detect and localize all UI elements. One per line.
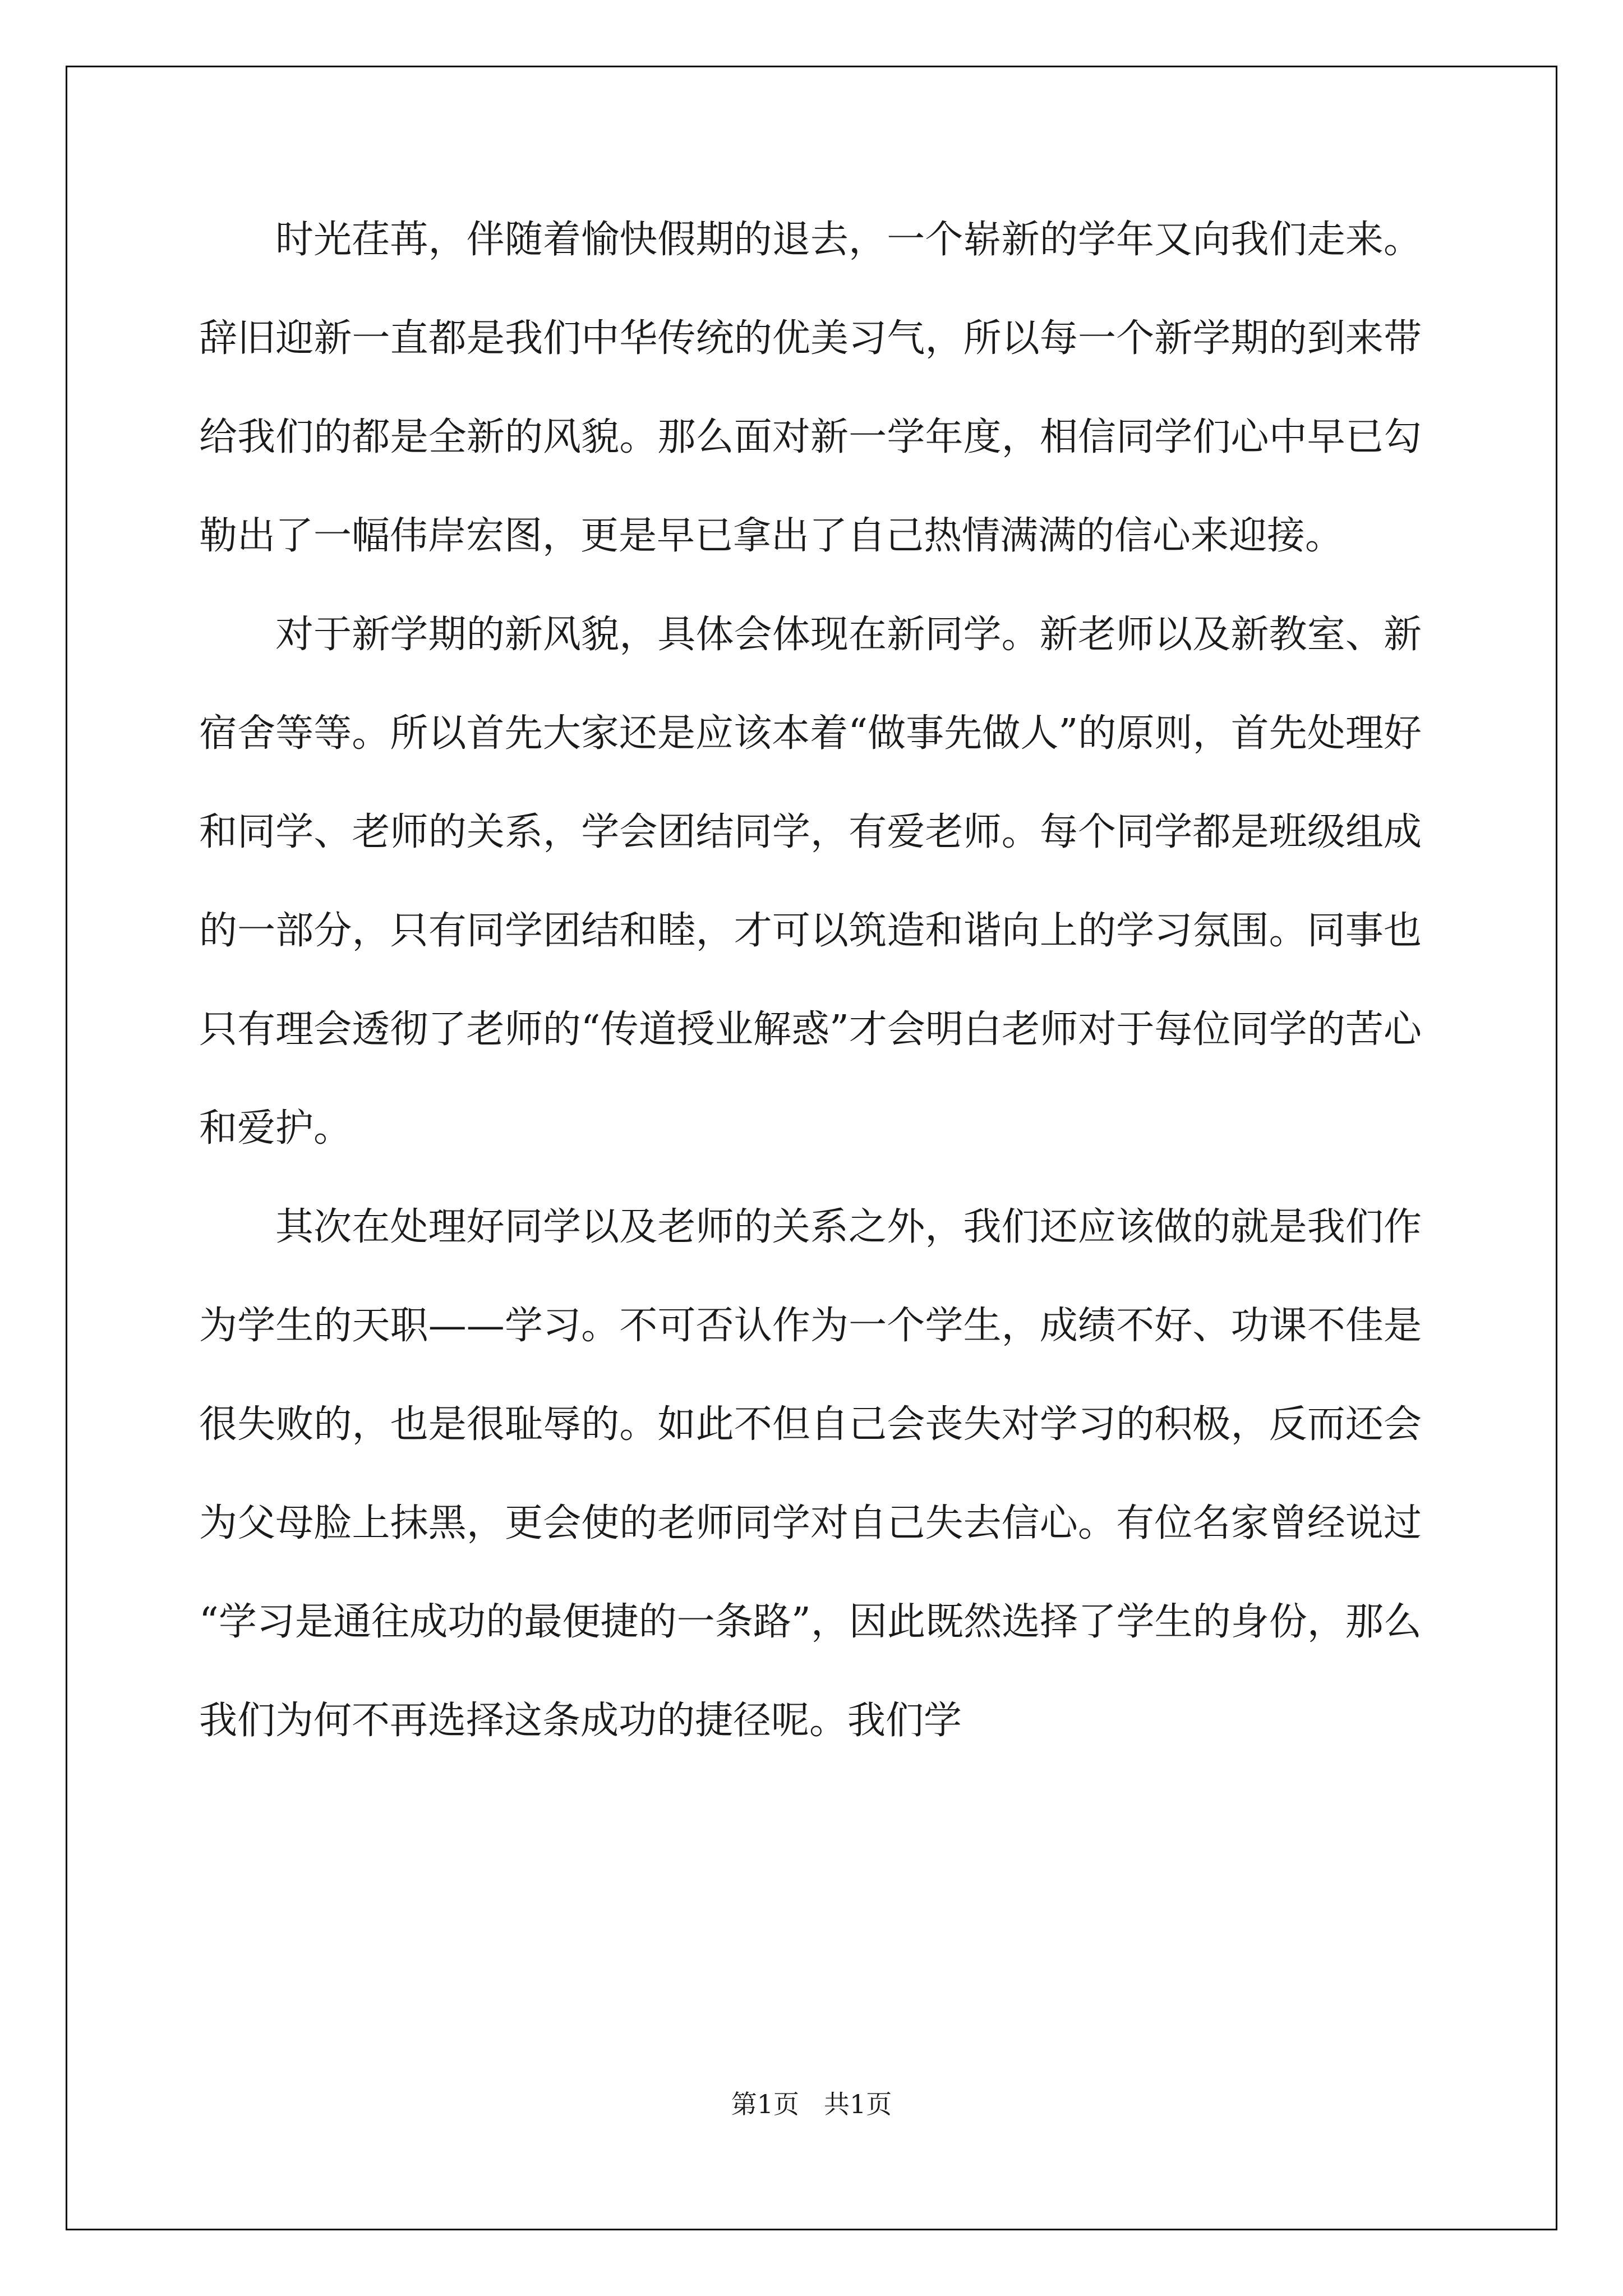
paragraph-3: 其次在处理好同学以及老师的关系之外，我们还应该做的就是我们作为学生的天职——学习。不可否认作为一个学生，成绩不好、功课不佳是很失败的，也是很耻辱的。如此不但自己会丧失对学习的积极，反而还会为父母脸上抹黑，更会使的老师同学对自己失去信心。有位名家曾经说过“学习是通往成功的最便捷的一条路”，因此既然选择了学生的身份，那么我们为何不再选择这条成功的捷径呢。我们学 bbox=[199, 1205, 1422, 1743]
paragraph-2: 对于新学期的新风貌，具体会体现在新同学。新老师以及新教室、新宿舍等等。所以首先大家还是应该本着“做事先做人”的原则，首先处理好和同学、老师的关系，学会团结同学，有爱老师。每个同学都是班级组成的一部分，只有同学团结和睦，才可以筑造和谐向上的学习氛围。同事也只有理会透彻了老师的“传道授业解惑”才会明白老师对于每位同学的苦心和爱护。 bbox=[199, 613, 1422, 1151]
page-footer bbox=[0, 2084, 1623, 2121]
paragraph-1: 时光荏苒，伴随着愉快假期的退去，一个崭新的学年又向我们走来。辞旧迎新一直都是我们中华传统的优美习气，所以每一个新学期的到来带给我们的都是全新的风貌。那么面对新一学年度，相信同学们心中早已勾勒出了一幅伟岸宏图，更是早已拿出了自己热情满满的信心来迎接。 bbox=[199, 218, 1422, 558]
page-number: 第1页 bbox=[731, 2089, 800, 2119]
page-total: 共1页 bbox=[823, 2089, 892, 2119]
document-body bbox=[199, 191, 1422, 1770]
